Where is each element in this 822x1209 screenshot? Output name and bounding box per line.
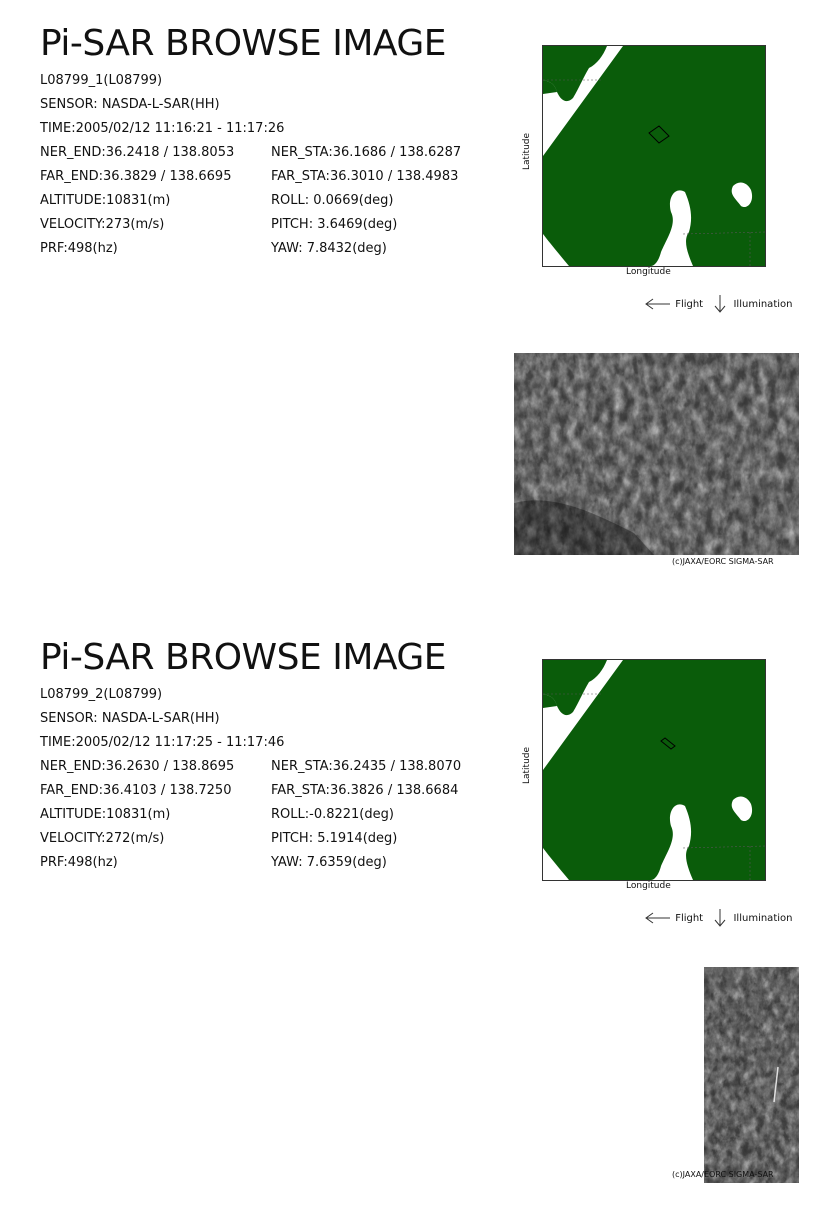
pitch-field: PITCH: 3.6469(deg) — [271, 217, 398, 232]
time-field: TIME:2005/02/12 11:17:25 - 11:17:46 — [40, 735, 285, 750]
map-y-label: Latitude — [522, 132, 532, 170]
sar-image-raster — [704, 967, 799, 1183]
page-title: Pi-SAR BROWSE IMAGE — [40, 637, 447, 678]
copyright-credit: (c)JAXA/EORC SIGMA-SAR — [672, 1170, 774, 1179]
sensor-field: SENSOR: NASDA-L-SAR(HH) — [40, 711, 220, 726]
illumination-arrow-icon — [710, 908, 730, 928]
roll-field: ROLL: 0.0669(deg) — [271, 193, 394, 208]
illumination-label: Illumination — [733, 913, 793, 924]
direction-legend — [644, 294, 792, 314]
far-end-field: FAR_END:36.4103 / 138.7250 — [40, 783, 232, 798]
far-sta-field: FAR_STA:36.3010 / 138.4983 — [271, 169, 459, 184]
browse-sheet-2 — [0, 614, 822, 1209]
map-y-label: Latitude — [522, 746, 532, 784]
ner-end-field: NER_END:36.2630 / 138.8695 — [40, 759, 235, 774]
scene-id: L08799_2(L08799) — [40, 687, 163, 702]
prf-field: PRF:498(hz) — [40, 241, 118, 256]
illumination-arrow-icon — [710, 294, 730, 314]
flight-arrow-icon — [644, 911, 672, 925]
altitude-field: ALTITUDE:10831(m) — [40, 807, 171, 822]
browse-sheet-1 — [0, 0, 822, 595]
prf-field: PRF:498(hz) — [40, 855, 118, 870]
illumination-label: Illumination — [733, 299, 793, 310]
sensor-field: SENSOR: NASDA-L-SAR(HH) — [40, 97, 220, 112]
pitch-field: PITCH: 5.1914(deg) — [271, 831, 398, 846]
location-map — [542, 45, 766, 267]
land-mass-map — [543, 46, 765, 266]
direction-legend — [644, 908, 792, 928]
flight-arrow-icon — [644, 297, 672, 311]
map-x-label: Longitude — [626, 881, 671, 891]
altitude-field: ALTITUDE:10831(m) — [40, 193, 171, 208]
copyright-credit: (c)JAXA/EORC SIGMA-SAR — [672, 557, 774, 566]
flight-label: Flight — [675, 299, 704, 310]
yaw-field: YAW: 7.6359(deg) — [271, 855, 387, 870]
time-field: TIME:2005/02/12 11:16:21 - 11:17:26 — [40, 121, 285, 136]
velocity-field: VELOCITY:272(m/s) — [40, 831, 165, 846]
sar-image-raster — [514, 353, 799, 555]
land-mass-map — [543, 660, 765, 880]
velocity-field: VELOCITY:273(m/s) — [40, 217, 165, 232]
location-map — [542, 659, 766, 881]
far-end-field: FAR_END:36.3829 / 138.6695 — [40, 169, 232, 184]
ner-sta-field: NER_STA:36.2435 / 138.8070 — [271, 759, 462, 774]
page-title: Pi-SAR BROWSE IMAGE — [40, 23, 447, 64]
scene-id: L08799_1(L08799) — [40, 73, 163, 88]
yaw-field: YAW: 7.8432(deg) — [271, 241, 387, 256]
ner-end-field: NER_END:36.2418 / 138.8053 — [40, 145, 235, 160]
map-x-label: Longitude — [626, 267, 671, 277]
flight-label: Flight — [675, 913, 704, 924]
sar-image — [514, 353, 799, 555]
far-sta-field: FAR_STA:36.3826 / 138.6684 — [271, 783, 459, 798]
roll-field: ROLL:-0.8221(deg) — [271, 807, 394, 822]
sar-image — [704, 967, 799, 1183]
ner-sta-field: NER_STA:36.1686 / 138.6287 — [271, 145, 462, 160]
